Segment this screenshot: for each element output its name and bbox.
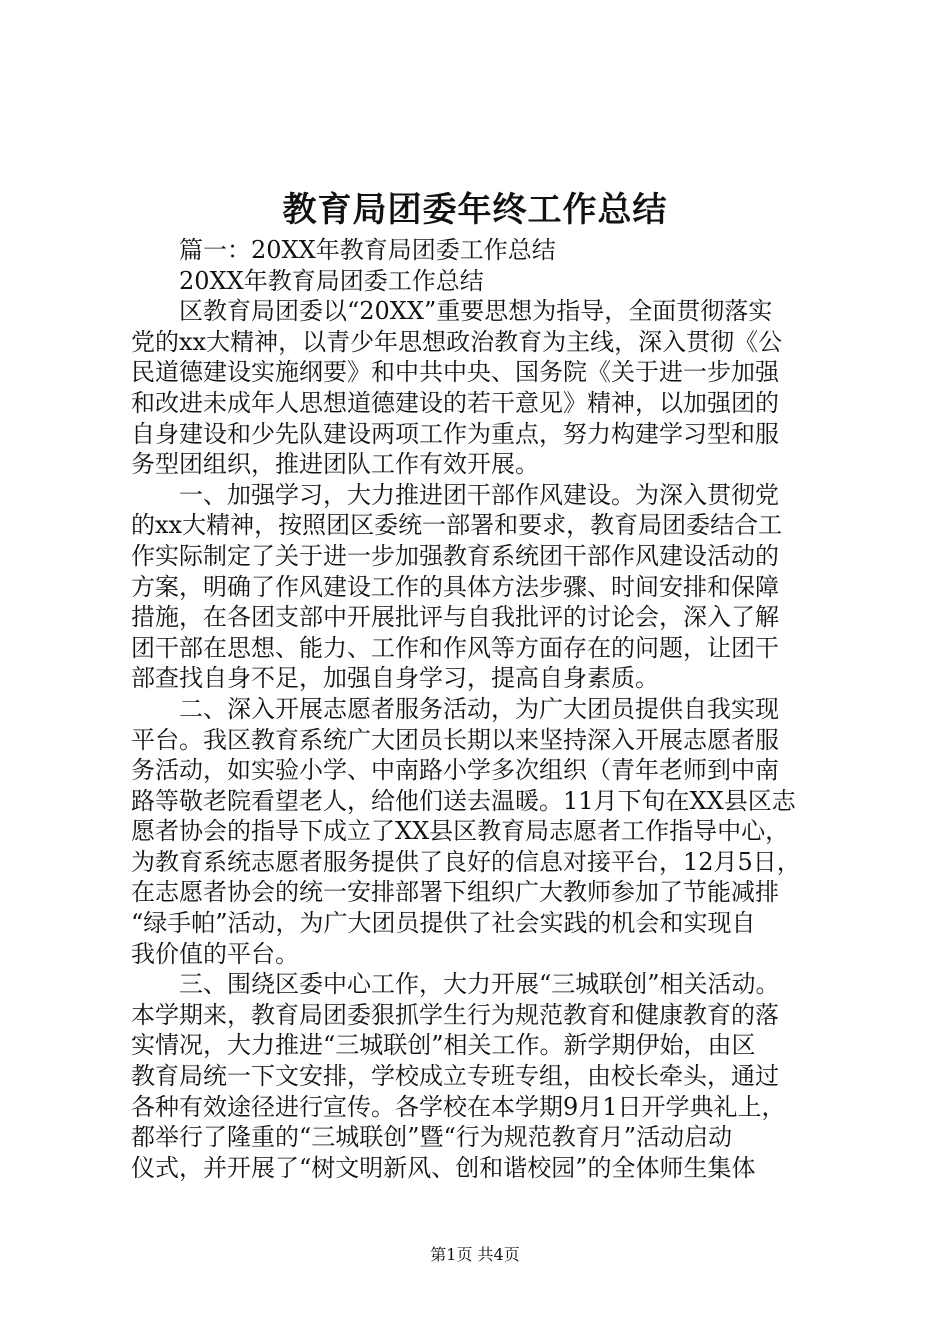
body-line: 民道德建设实施纲要》和中共中央、国务院《关于进一步加强: [131, 358, 779, 387]
body-line: 20XX年教育局团委工作总结: [131, 266, 484, 295]
body-line: 三、围绕区委中心工作，大力开展“三城联创”相关活动。: [131, 970, 780, 999]
body-line: “绿手帕”活动，为广大团员提供了社会实践的机会和实现自: [131, 909, 756, 938]
body-line: 务型团组织，推进团队工作有效开展。: [131, 450, 539, 479]
body-line: 部查找自身不足，加强自身学习，提高自身素质。: [131, 664, 659, 693]
body-line: 团干部在思想、能力、工作和作风等方面存在的问题，让团干: [131, 633, 779, 662]
body-line: 作实际制定了关于进一步加强教育系统团干部作风建设活动的: [131, 541, 779, 570]
body-line: 各种有效途径进行宣传。各学校在本学期9月1日开学典礼上，: [131, 1092, 786, 1121]
body-line: 愿者协会的指导下成立了XX县区教育局志愿者工作指导中心，: [131, 817, 790, 846]
body-line: 和改进未成年人思想道德建设的若干意见》精神，以加强团的: [131, 388, 779, 417]
body-line: 在志愿者协会的统一安排部署下组织广大教师参加了节能减排: [131, 878, 779, 907]
body-line: 我价值的平台。: [131, 939, 299, 968]
body-line: 篇一：20XX年教育局团委工作总结: [131, 236, 556, 264]
body-line: 党的xx大精神，以青少年思想政治教育为主线，深入贯彻《公: [131, 327, 783, 356]
body-line: 措施，在各团支部中开展批评与自我批评的讨论会，深入了解: [131, 603, 779, 632]
page-footer: 第1页 共4页: [430, 1245, 520, 1264]
body-line: 自身建设和少先队建设两项工作为重点，努力构建学习型和服: [131, 419, 779, 448]
document-title: 教育局团委年终工作总结: [282, 190, 668, 230]
body-line: 仪式，并开展了“树文明新风、创和谐校园”的全体师生集体: [131, 1153, 756, 1182]
body-line: 一、加强学习，大力推进团干部作风建设。为深入贯彻党: [131, 480, 779, 509]
body-line: 都举行了隆重的“三城联创”暨“行为规范教育月”活动启动: [131, 1123, 733, 1152]
body-line: 实情况，大力推进“三城联创”相关工作。新学期伊始，由区: [131, 1031, 756, 1060]
body-line: 的xx大精神，按照团区委统一部署和要求，教育局团委结合工: [131, 511, 783, 540]
body-line: 区教育局团委以“20XX”重要思想为指导，全面贯彻落实: [131, 297, 773, 326]
body-line: 务活动，如实验小学、中南路小学多次组织（青年老师到中南: [131, 756, 779, 785]
body-line: 为教育系统志愿者服务提供了良好的信息对接平台，12月5日，: [131, 847, 801, 876]
document-body: [131, 235, 834, 1183]
body-line: 平台。我区教育系统广大团员长期以来坚持深入开展志愿者服: [131, 725, 779, 754]
body-line: 教育局统一下文安排，学校成立专班专组，由校长牵头，通过: [131, 1062, 779, 1091]
body-line: 方案，明确了作风建设工作的具体方法步骤、时间安排和保障: [131, 572, 779, 601]
body-line: 路等敬老院看望老人，给他们送去温暖。11月下旬在XX县区志: [131, 786, 796, 815]
body-line: 本学期来，教育局团委狠抓学生行为规范教育和健康教育的落: [131, 1000, 779, 1029]
body-line: 二、深入开展志愿者服务活动，为广大团员提供自我实现: [131, 694, 779, 723]
